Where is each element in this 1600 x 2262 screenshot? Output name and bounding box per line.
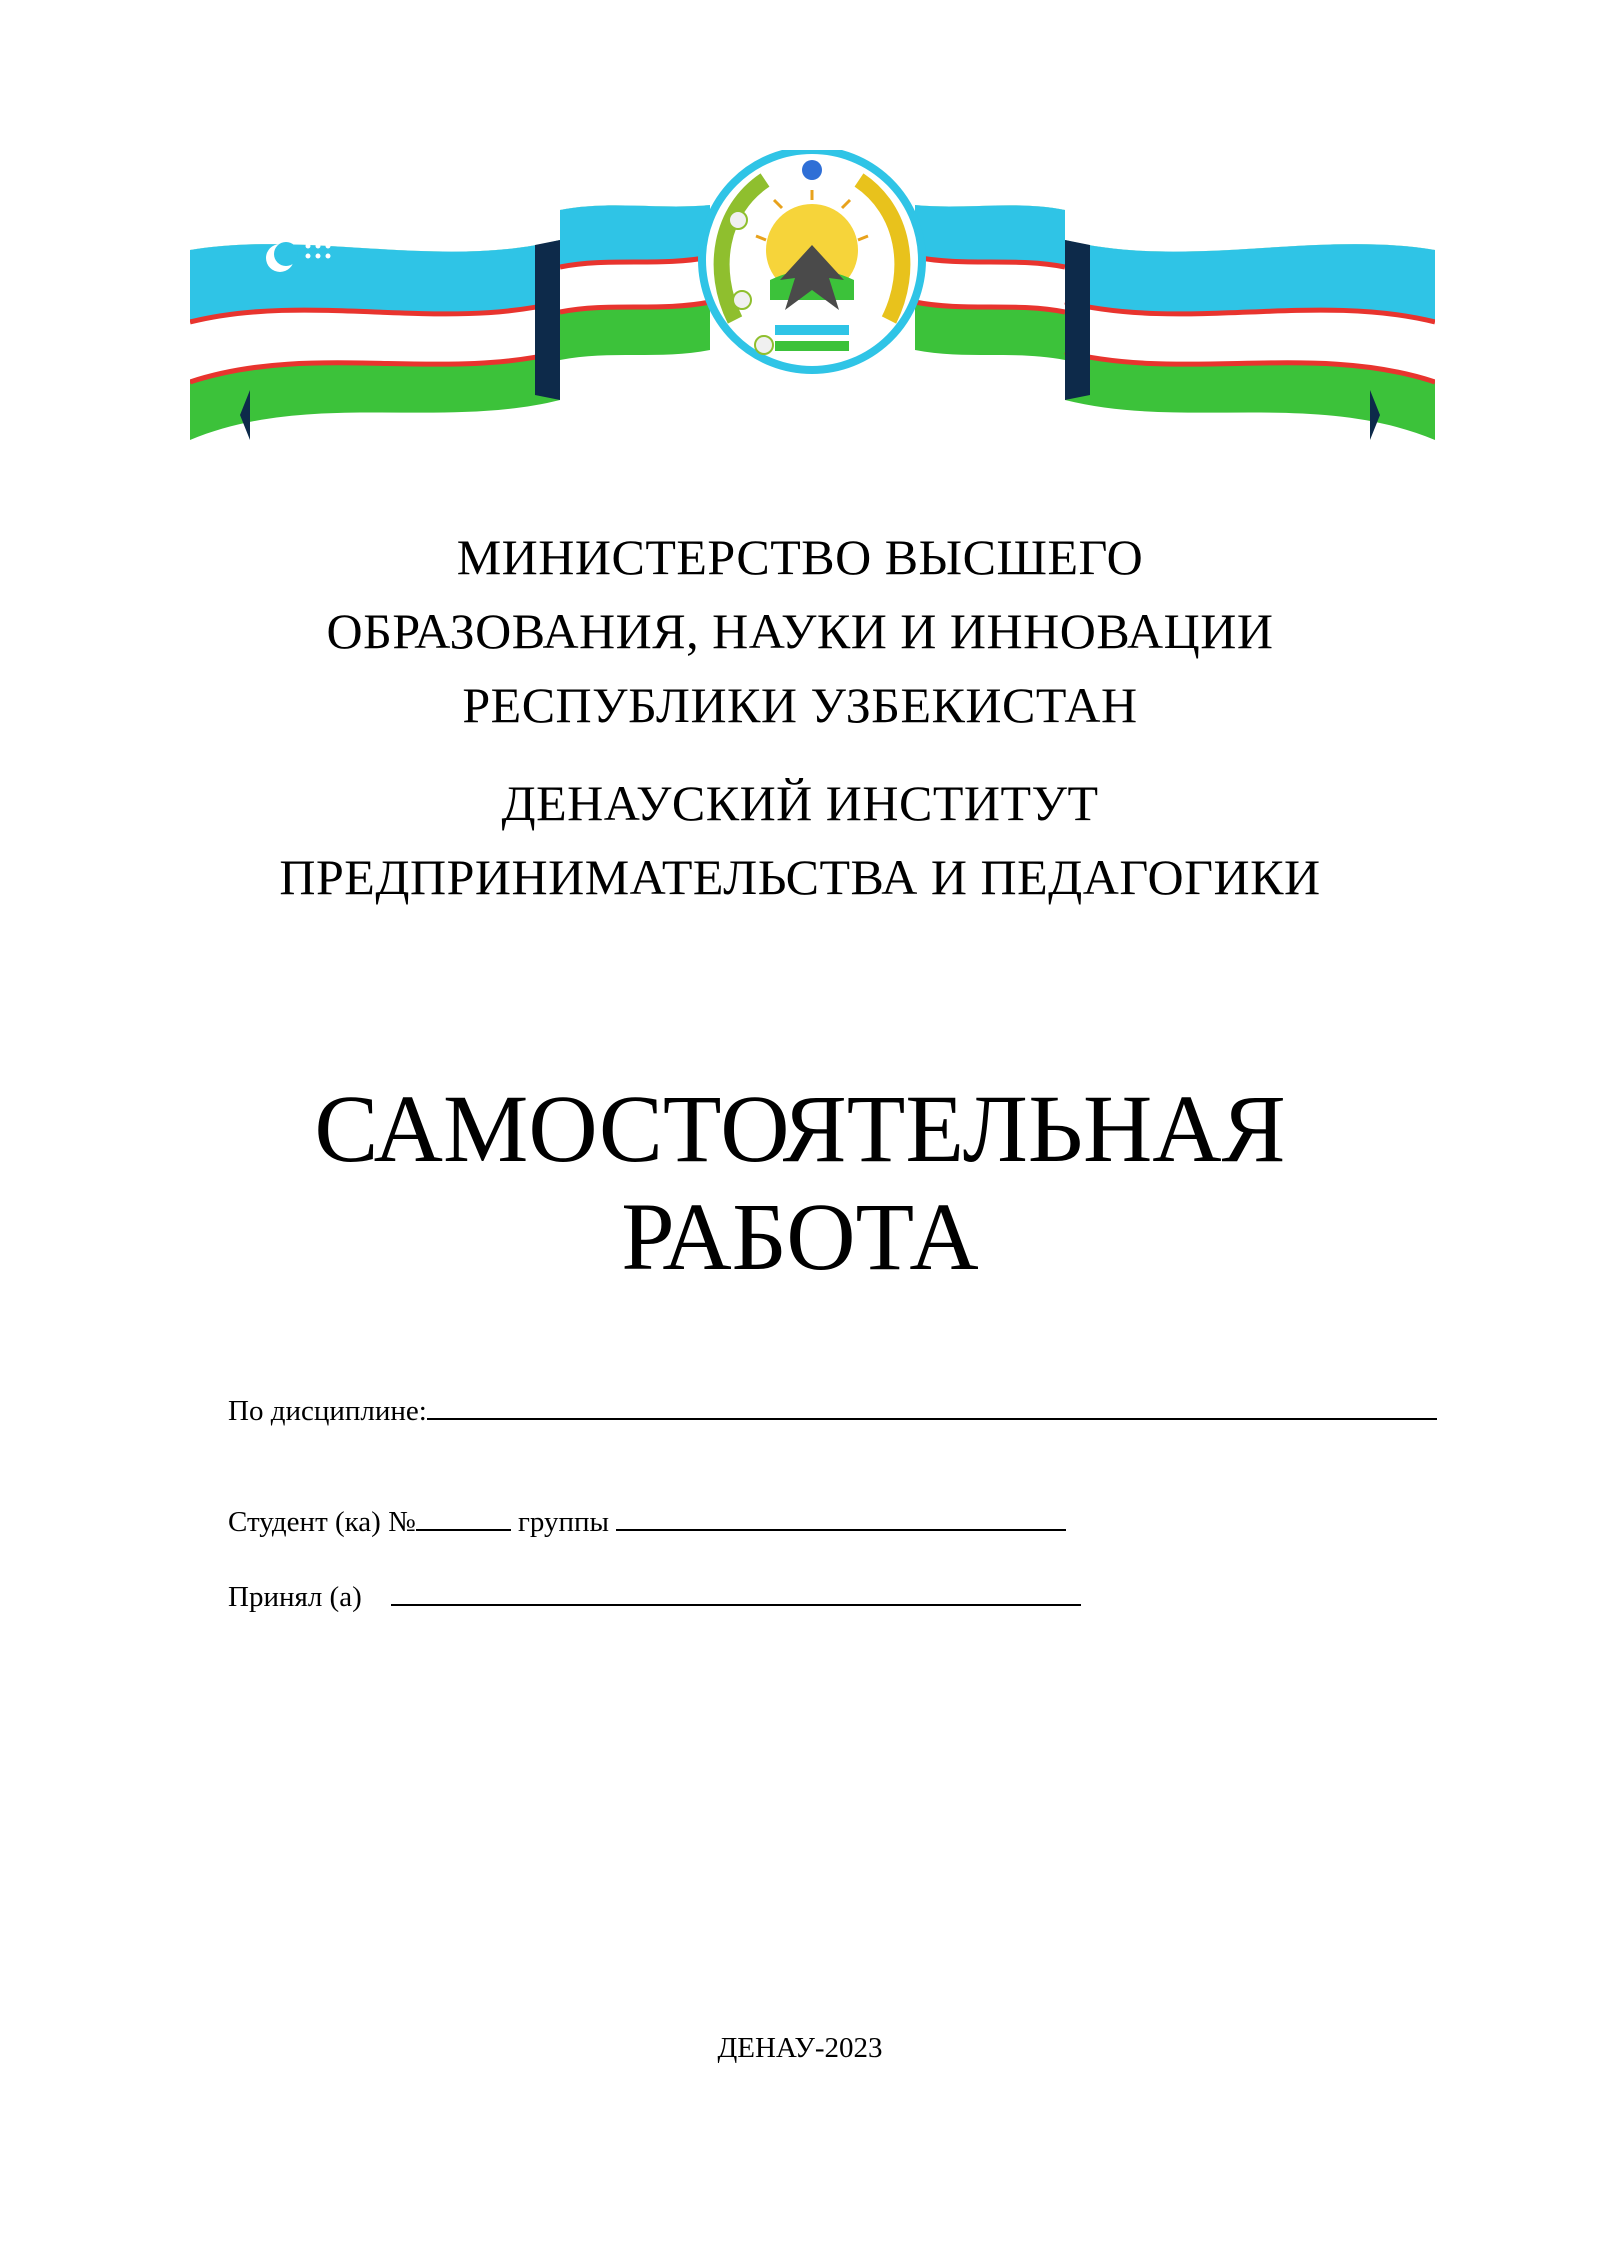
student-field (228, 1503, 1066, 1539)
accepted-field (228, 1578, 1081, 1614)
ministry-line: РЕСПУБЛИКИ УЗБЕКИСТАН (462, 677, 1138, 733)
ministry-heading (0, 520, 1600, 742)
accepted-label: Принял (а) (228, 1581, 362, 1613)
title-line: САМОСТОЯТЕЛЬНАЯ (314, 1075, 1286, 1182)
discipline-label: По дисциплине: (228, 1395, 427, 1427)
discipline-field (228, 1392, 1437, 1428)
institute-heading (0, 766, 1600, 914)
group-label: группы (518, 1506, 610, 1538)
title-line: РАБОТА (621, 1183, 979, 1290)
ministry-line: ОБРАЗОВАНИЯ, НАУКИ И ИННОВАЦИИ (326, 603, 1274, 659)
accepted-blank-line[interactable] (391, 1578, 1081, 1606)
student-label: Студент (ка) № (228, 1506, 416, 1538)
document-title (0, 1075, 1600, 1291)
state-emblem-icon (702, 150, 922, 370)
flag-banner (190, 150, 1435, 450)
footer-city-year: ДЕНАУ-2023 (717, 2032, 883, 2064)
discipline-blank-line[interactable] (427, 1392, 1437, 1420)
group-blank-line[interactable] (616, 1503, 1066, 1531)
student-number-blank-line[interactable] (416, 1503, 511, 1531)
institute-line: ДЕНАУСКИЙ ИНСТИТУТ (501, 775, 1099, 831)
ministry-line: МИНИСТЕРСТВО ВЫСШЕГО (456, 529, 1144, 585)
institute-line: ПРЕДПРИНИМАТЕЛЬСТВА И ПЕДАГОГИКИ (279, 849, 1321, 905)
